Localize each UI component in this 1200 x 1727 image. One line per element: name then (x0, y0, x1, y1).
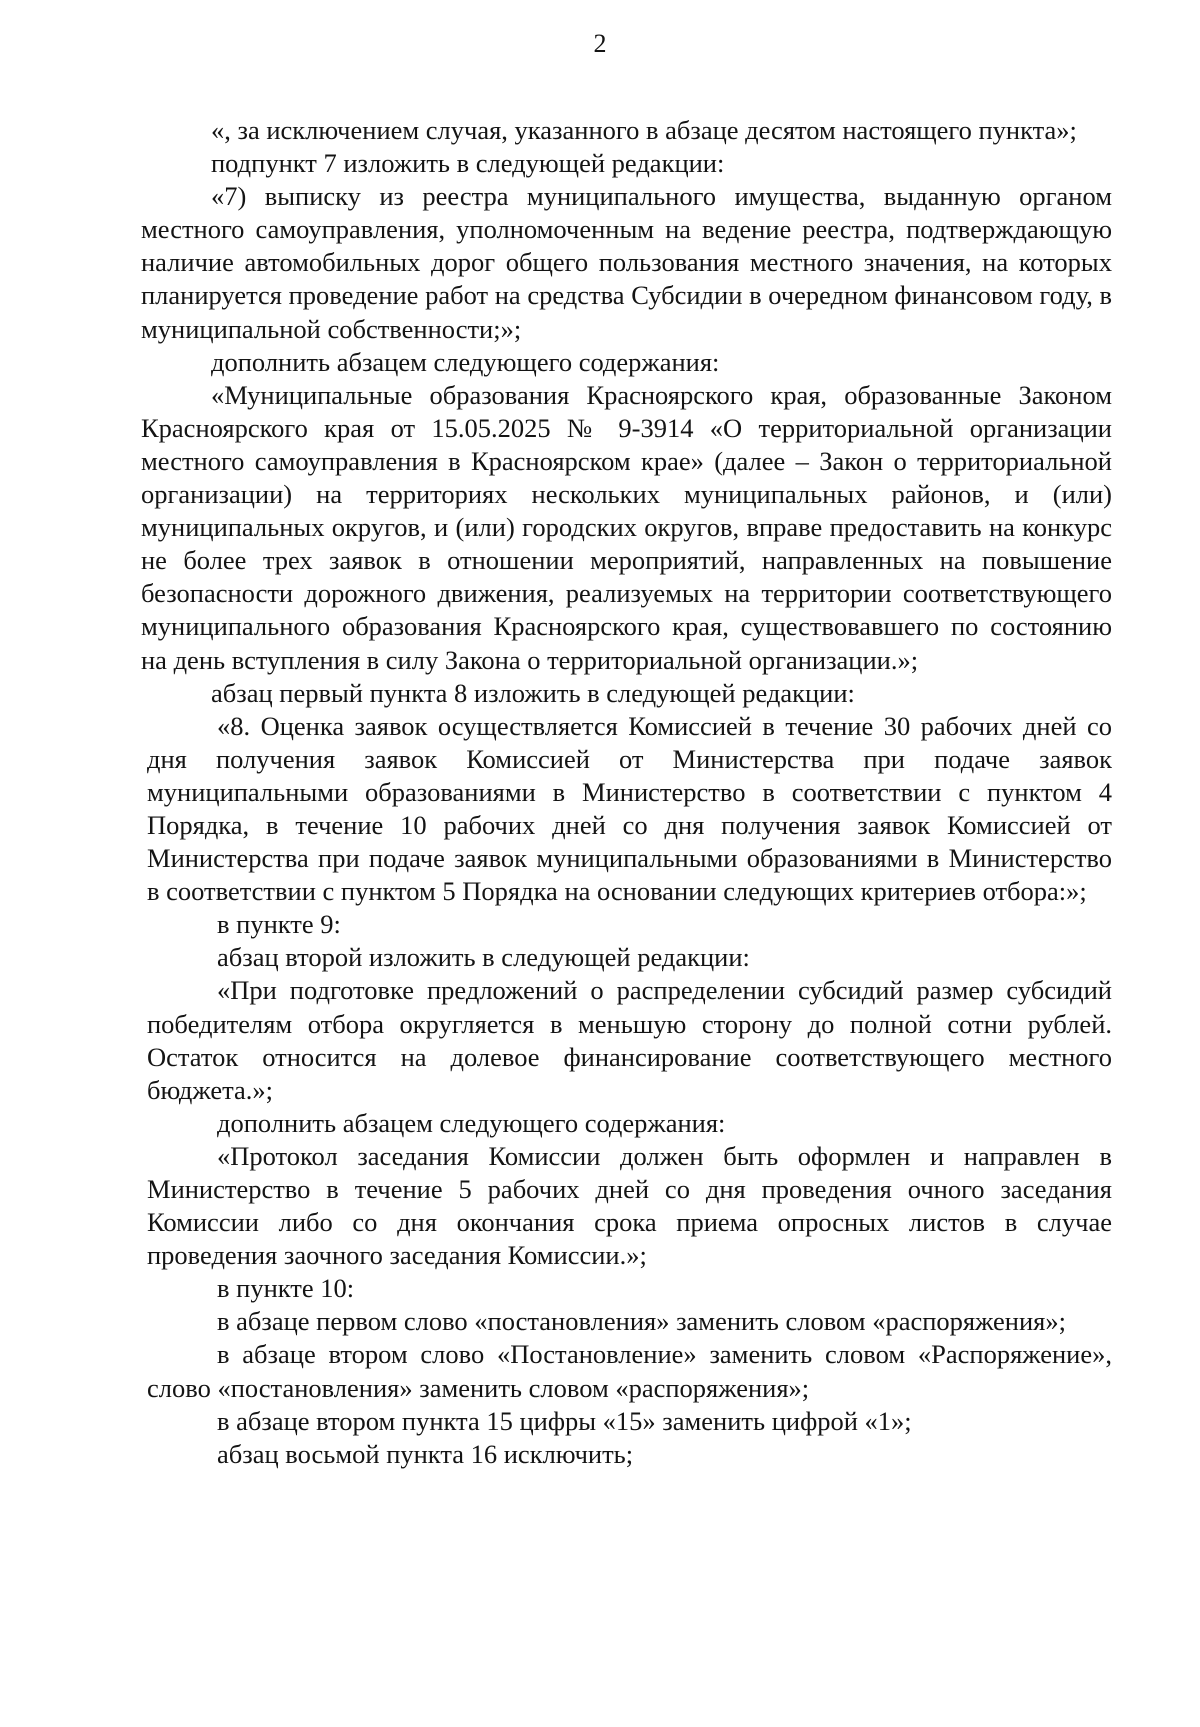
paragraph-4: дополнить абзацем следующего содержания: (211, 346, 720, 377)
paragraph-15: в абзаце втором слово «Постановление» заменить словом «Распоряжение», слово «постановления» заменить словом «распоряжения»; (147, 1339, 1112, 1403)
paragraph-10: «При подготовке предложений о распределении субсидий размер субсидий победителям отбора округляется в меньшую сторону до полной сотни рублей. Остаток относится на долевое финансирование соответствующего местного бюджета.»; (147, 975, 1112, 1105)
paragraph-3: «7) выписку из реестра муниципального имущества, выданную органом местного самоуправления, уполномоченным на ведение реестра, подтверждающую наличие автомобильных дорог общего пользования местного значения, на которых планируется проведение работ на средства Субсидии в очередном финансовом году, в муниципальной собственности;»; (141, 181, 1112, 344)
paragraph-16: в абзаце втором пункта 15 цифры «15» заменить цифрой «1»; (217, 1405, 912, 1436)
paragraph-9: абзац второй изложить в следующей редакции: (217, 942, 750, 973)
paragraph-12: «Протокол заседания Комиссии должен быть оформлен и направлен в Министерство в течение 5 рабочих дней со дня проведения очного заседания Комиссии либо со дня окончания срока приема опросных листов в случае проведения заочного заседания Комиссии.»; (147, 1140, 1112, 1271)
paragraph-17: абзац восьмой пункта 16 исключить; (217, 1438, 634, 1469)
paragraph-2: подпункт 7 изложить в следующей редакции: (211, 148, 725, 179)
document-body (141, 114, 1112, 1471)
paragraph-11: дополнить абзацем следующего содержания: (217, 1107, 726, 1138)
paragraph-6: абзац первый пункта 8 изложить в следующей редакции: (211, 677, 855, 708)
paragraph-13: в пункте 10: (217, 1273, 355, 1304)
paragraph-8: в пункте 9: (217, 909, 341, 940)
paragraph-7: «8. Оценка заявок осуществляется Комиссией в течение 30 рабочих дней со дня получения заявок Комиссией от Министерства при подаче заявок муниципальными образованиями в Министерство в соответствии с пунктом 4 Порядка, в течение 10 рабочих дней со дня получения заявок Комиссией от Министерства при подаче заявок муниципальными образованиями в Министерство в соответствии с пунктом 5 Порядка на основании следующих критериев отбора:»; (147, 710, 1112, 907)
paragraph-14: в абзаце первом слово «постановления» заменить словом «распоряжения»; (217, 1306, 1066, 1337)
paragraph-1: «, за исключением случая, указанного в абзаце десятом настоящего пункта»; (211, 115, 1077, 145)
paragraph-5: «Муниципальные образования Красноярского края, образованные Законом Красноярского края от 15.05.2025 № 9-3914 «О территориальной организации местного самоуправления в Красноярском крае» (далее – Закон о территориальной организации) на территориях нескольких муниципальных районов, и (или) муниципальных округов, и (или) городских округов, вправе предоставить на конкурс не более трех заявок в отношении мероприятий, направленных на повышение безопасности дорожного движения, реализуемых на территории соответствующего муниципального образования Красноярского края, существовавшего по состоянию на день вступления в силу Закона о территориальной организации.»; (141, 379, 1112, 675)
page-number: 2 (593, 29, 607, 58)
